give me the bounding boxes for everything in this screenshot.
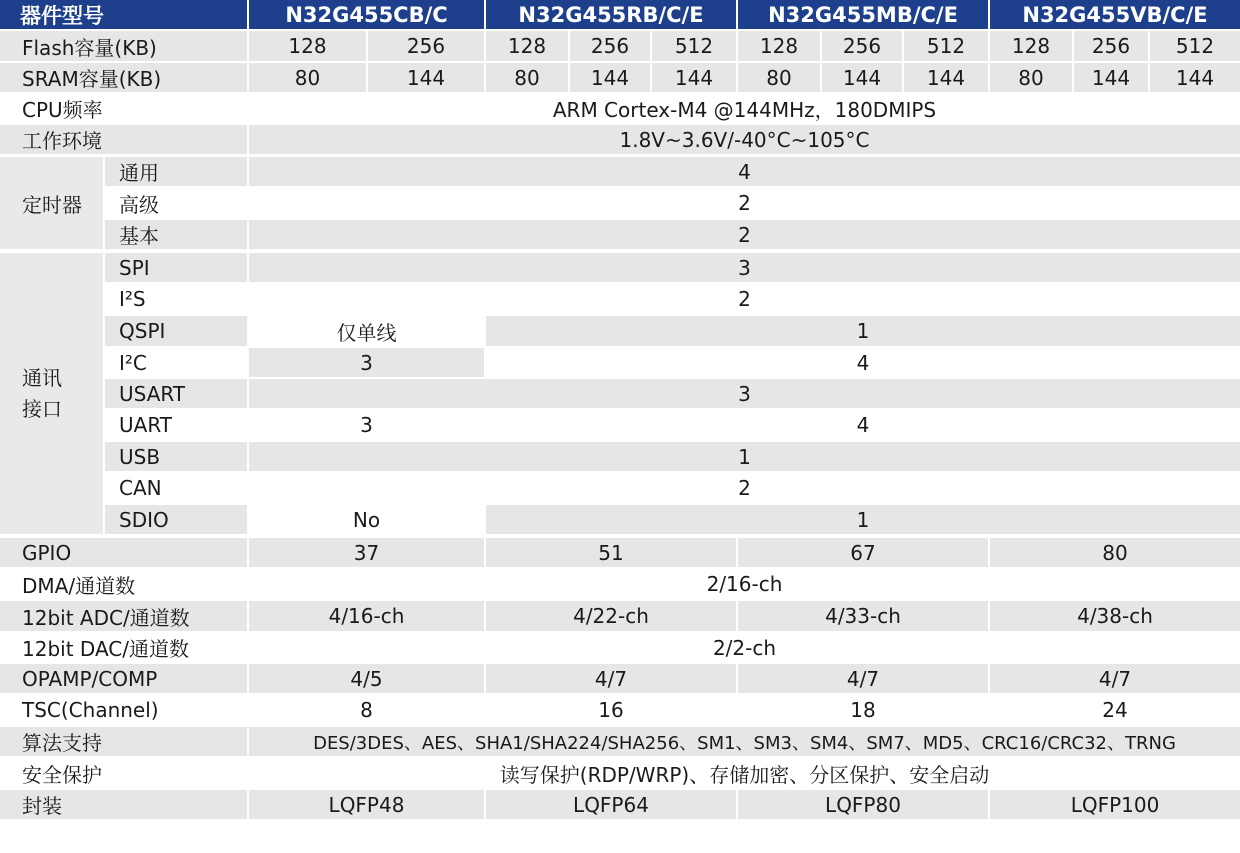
- sram-value: 80: [486, 63, 568, 92]
- comm-label-line2: 接口: [22, 396, 62, 421]
- i2s-label: I²S: [105, 284, 247, 314]
- adc-value: 4/16-ch: [249, 601, 484, 631]
- uart-label: UART: [105, 410, 247, 440]
- package-value: LQFP80: [738, 790, 988, 819]
- timer-general-value: 4: [249, 157, 1240, 186]
- sram-value: 144: [652, 63, 736, 92]
- flash-value: 512: [904, 31, 988, 61]
- flash-label: Flash容量(KB): [0, 31, 247, 61]
- sram-value: 144: [904, 63, 988, 92]
- can-value: 2: [249, 473, 1240, 503]
- uart-c-value: 3: [249, 410, 484, 440]
- opamp-value: 4/7: [486, 664, 736, 693]
- opamp-label: OPAMP/COMP: [0, 664, 247, 693]
- i2c-label: I²C: [105, 348, 247, 377]
- adc-value: 4/33-ch: [738, 601, 988, 631]
- timer-general-label: 通用: [105, 157, 247, 186]
- i2c-value: 4: [486, 348, 1240, 377]
- opamp-value: 4/5: [249, 664, 484, 693]
- flash-value: 128: [486, 31, 568, 61]
- package-label: 封装: [0, 790, 247, 819]
- dac-label: 12bit DAC/通道数: [0, 633, 247, 662]
- cpu-value: ARM Cortex-M4 @144MHz，180DMIPS: [249, 94, 1240, 123]
- sram-value: 144: [570, 63, 650, 92]
- usb-label: USB: [105, 442, 247, 471]
- dma-value: 2/16-ch: [249, 569, 1240, 599]
- gpio-label: GPIO: [0, 538, 247, 567]
- cpu-label: CPU频率: [0, 94, 247, 123]
- adc-value: 4/38-ch: [990, 601, 1240, 631]
- sram-value: 144: [368, 63, 484, 92]
- usb-value: 1: [249, 442, 1240, 471]
- flash-value: 512: [652, 31, 736, 61]
- usart-value: 3: [249, 379, 1240, 408]
- qspi-c-value: 仅单线: [249, 316, 484, 346]
- sdio-label: SDIO: [105, 505, 247, 534]
- env-value: 1.8V~3.6V/-40°C~105°C: [249, 125, 1240, 154]
- model-vb: N32G455VB/C/E: [990, 0, 1240, 29]
- tsc-label: TSC(Channel): [0, 695, 247, 725]
- flash-value: 256: [368, 31, 484, 61]
- adc-label: 12bit ADC/通道数: [0, 601, 247, 631]
- dac-value: 2/2-ch: [249, 633, 1240, 662]
- gpio-value: 80: [990, 538, 1240, 567]
- env-label: 工作环境: [0, 125, 247, 154]
- can-label: CAN: [105, 473, 247, 503]
- timer-advanced-value: 2: [249, 188, 1240, 218]
- usart-label: USART: [105, 379, 247, 408]
- flash-value: 256: [1074, 31, 1148, 61]
- sram-value: 80: [738, 63, 820, 92]
- sram-value: 144: [822, 63, 902, 92]
- dma-label: DMA/通道数: [0, 569, 247, 599]
- model-cb: N32G455CB/C: [249, 0, 484, 29]
- adc-value: 4/22-ch: [486, 601, 736, 631]
- qspi-value: 1: [486, 316, 1240, 346]
- header-label: 器件型号: [0, 0, 247, 29]
- sram-value: 80: [249, 63, 366, 92]
- tsc-value: 8: [249, 695, 484, 725]
- gpio-value: 37: [249, 538, 484, 567]
- sram-value: 144: [1150, 63, 1240, 92]
- model-rb: N32G455RB/C/E: [486, 0, 736, 29]
- flash-value: 128: [738, 31, 820, 61]
- timer-basic-label: 基本: [105, 220, 247, 249]
- timer-basic-value: 2: [249, 220, 1240, 249]
- flash-value: 128: [249, 31, 366, 61]
- sdio-value: 1: [486, 505, 1240, 534]
- sram-label: SRAM容量(KB): [0, 63, 247, 92]
- security-label: 安全保护: [0, 758, 247, 788]
- flash-value: 256: [570, 31, 650, 61]
- tsc-value: 18: [738, 695, 988, 725]
- comm-label-line1: 通讯: [22, 365, 62, 390]
- model-mb: N32G455MB/C/E: [738, 0, 988, 29]
- sram-value: 144: [1074, 63, 1148, 92]
- gpio-value: 51: [486, 538, 736, 567]
- sram-value: 80: [990, 63, 1072, 92]
- sdio-c-value: No: [249, 505, 484, 534]
- flash-value: 128: [990, 31, 1072, 61]
- flash-value: 256: [822, 31, 902, 61]
- timers-group-label: 定时器: [0, 157, 103, 249]
- security-value: 读写保护(RDP/WRP)、存储加密、分区保护、安全启动: [249, 758, 1240, 788]
- i2c-c-value: 3: [249, 348, 484, 377]
- qspi-label: QSPI: [105, 316, 247, 346]
- gpio-value: 67: [738, 538, 988, 567]
- crypto-value: DES/3DES、AES、SHA1/SHA224/SHA256、SM1、SM3、SM4、SM7、MD5、CRC16/CRC32、TRNG: [249, 727, 1240, 756]
- tsc-value: 16: [486, 695, 736, 725]
- crypto-label: 算法支持: [0, 727, 247, 756]
- comm-group-label: [0, 253, 103, 534]
- opamp-value: 4/7: [738, 664, 988, 693]
- tsc-value: 24: [990, 695, 1240, 725]
- uart-value: 4: [486, 410, 1240, 440]
- flash-value: 512: [1150, 31, 1240, 61]
- opamp-value: 4/7: [990, 664, 1240, 693]
- spi-value: 3: [249, 253, 1240, 282]
- package-value: LQFP48: [249, 790, 484, 819]
- package-value: LQFP100: [990, 790, 1240, 819]
- package-value: LQFP64: [486, 790, 736, 819]
- spi-label: SPI: [105, 253, 247, 282]
- timer-advanced-label: 高级: [105, 188, 247, 218]
- i2s-value: 2: [249, 284, 1240, 314]
